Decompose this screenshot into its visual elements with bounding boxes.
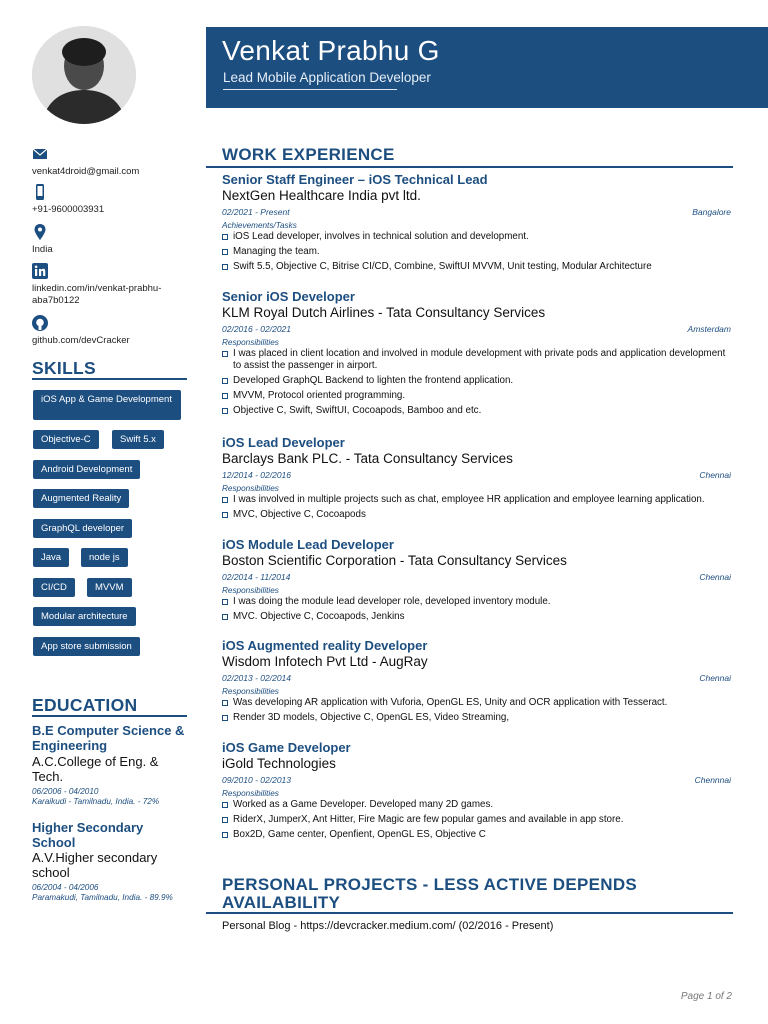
job-company: Wisdom Infotech Pvt Ltd - AugRay bbox=[222, 654, 428, 669]
skills-heading: SKILLS bbox=[32, 358, 97, 378]
skill-tag: node js bbox=[81, 548, 128, 567]
job-dates: 02/2021 - Present bbox=[222, 207, 290, 217]
skill-tag: MVVM bbox=[87, 578, 132, 597]
job-meta bbox=[222, 774, 733, 788]
bullet-item: Swift 5.5, Objective C, Bitrise CI/CD, Combine, SwiftUI MVVM, Unit testing, Modular Architecture bbox=[222, 261, 733, 273]
skill-tag: Android Development bbox=[33, 460, 140, 479]
contact-github[interactable] bbox=[32, 315, 190, 347]
bullet-item: Developed GraphQL Backend to lighten the frontend application. bbox=[222, 375, 733, 387]
job-dates: 02/2013 - 02/2014 bbox=[222, 673, 292, 683]
job-location: Amsterdam bbox=[687, 324, 731, 334]
edu-school: A.C.College of Eng. & Tech. bbox=[32, 754, 159, 784]
job-subheading: Responsibilities bbox=[222, 484, 279, 493]
job-title: iOS Augmented reality Developer bbox=[222, 638, 428, 653]
bullet-item: Was developing AR application with Vuforia, OpenGL ES, Unity and OCR application with Tesseract. bbox=[222, 697, 733, 709]
linkedin-text: linkedin.com/in/venkat-prabhu-aba7b0122 bbox=[32, 283, 162, 306]
job-location: Bangalore bbox=[692, 207, 731, 217]
bullet-item: Worked as a Game Developer. Developed many 2D games. bbox=[222, 799, 733, 811]
github-icon bbox=[32, 315, 48, 331]
skill-tag: Java bbox=[33, 548, 69, 567]
job-location: Chennnai bbox=[694, 775, 731, 785]
skill-tag: GraphQL developer bbox=[33, 519, 132, 538]
contact-location bbox=[32, 224, 190, 256]
job-subheading: Responsibilities bbox=[222, 789, 279, 798]
job-dates: 09/2010 - 02/2013 bbox=[222, 775, 292, 785]
bullet-item: Box2D, Game center, Openfient, OpenGL ES, Objective C bbox=[222, 829, 733, 841]
edu-place: Paramakudi, Tamilnadu, India. - 89.9% bbox=[32, 893, 173, 902]
linkedin-icon bbox=[32, 263, 48, 279]
skill-tag: Swift 5.x bbox=[112, 430, 164, 449]
candidate-role: Lead Mobile Application Developer bbox=[223, 70, 431, 85]
job-subheading: Responsibilities bbox=[222, 687, 279, 696]
projects-divider bbox=[206, 912, 733, 914]
job-company: Barclays Bank PLC. - Tata Consultancy Services bbox=[222, 451, 513, 466]
job-entry bbox=[222, 289, 733, 420]
bullet-item: I was placed in client location and involved in module development with private pods and application development to assist the passenger in airport. bbox=[222, 348, 733, 371]
person-photo-icon bbox=[32, 26, 136, 124]
bullet-item: I was doing the module lead developer role, developed inventory module. bbox=[222, 596, 733, 608]
education-heading: EDUCATION bbox=[32, 695, 138, 715]
job-bullets bbox=[222, 231, 733, 273]
edu-school: A.V.Higher secondary school bbox=[32, 850, 158, 880]
job-title: iOS Module Lead Developer bbox=[222, 537, 394, 552]
job-bullets bbox=[222, 799, 733, 841]
email-text: venkat4droid@gmail.com bbox=[32, 166, 140, 177]
bullet-item: MVVM, Protocol oriented programming. bbox=[222, 390, 733, 402]
job-company: NextGen Healthcare India pvt ltd. bbox=[222, 188, 421, 203]
job-title: Senior iOS Developer bbox=[222, 289, 355, 304]
bullet-item: MVC. Objective C, Cocoapods, Jenkins bbox=[222, 611, 733, 623]
phone-text: +91-9600003931 bbox=[32, 204, 105, 215]
bullet-item: Managing the team. bbox=[222, 246, 733, 258]
skill-tag: CI/CD bbox=[33, 578, 75, 597]
job-entry bbox=[222, 435, 733, 524]
job-dates: 02/2016 - 02/2021 bbox=[222, 324, 292, 334]
bullet-item: iOS Lead developer, involves in technical solution and development. bbox=[222, 231, 733, 243]
skill-tag: Modular architecture bbox=[33, 607, 136, 626]
edu-place: Karaikudi - Tamilnadu, India. - 72% bbox=[32, 797, 160, 806]
github-text: github.com/devCracker bbox=[32, 335, 130, 346]
bullet-item: Render 3D models, Objective C, OpenGL ES, Video Streaming, bbox=[222, 712, 733, 724]
project-item[interactable]: Personal Blog - https://devcracker.medium.com/ (02/2016 - Present) bbox=[222, 920, 554, 932]
location-pin-icon bbox=[32, 224, 48, 240]
skill-tag: App store submission bbox=[33, 637, 140, 656]
work-divider bbox=[206, 166, 733, 168]
job-company: KLM Royal Dutch Airlines - Tata Consultancy Services bbox=[222, 305, 546, 320]
job-meta bbox=[222, 571, 733, 585]
job-bullets bbox=[222, 697, 733, 724]
header-banner bbox=[206, 27, 768, 108]
contact-phone[interactable] bbox=[32, 184, 190, 216]
candidate-name: Venkat Prabhu G bbox=[222, 35, 440, 66]
education-divider bbox=[32, 715, 187, 717]
job-location: Chennai bbox=[699, 673, 731, 683]
job-subheading: Responsibilities bbox=[222, 586, 279, 595]
bullet-item: RiderX, JumperX, Ant Hitter, Fire Magic are few popular games and available in app store. bbox=[222, 814, 733, 826]
role-underline bbox=[223, 89, 397, 90]
contact-email[interactable] bbox=[32, 146, 190, 178]
skill-tag: iOS App & Game Development bbox=[33, 390, 181, 420]
job-dates: 12/2014 - 02/2016 bbox=[222, 470, 292, 480]
job-bullets bbox=[222, 348, 733, 417]
job-title: Senior Staff Engineer – iOS Technical Lead bbox=[222, 172, 488, 187]
avatar bbox=[32, 26, 136, 124]
job-entry bbox=[222, 638, 733, 727]
skill-tag: Objective-C bbox=[33, 430, 99, 449]
job-meta bbox=[222, 323, 733, 337]
envelope-icon bbox=[32, 146, 48, 162]
job-subheading: Achievements/Tasks bbox=[222, 221, 297, 230]
location-text: India bbox=[32, 244, 53, 255]
page-number: Page 1 of 2 bbox=[680, 991, 732, 1002]
projects-heading: PERSONAL PROJECTS - LESS ACTIVE DEPENDS AVAILABILITY bbox=[222, 875, 638, 912]
job-title: iOS Game Developer bbox=[222, 740, 351, 755]
work-heading: WORK EXPERIENCE bbox=[222, 145, 395, 164]
skills-divider bbox=[32, 378, 187, 380]
job-entry bbox=[222, 740, 733, 845]
bullet-item: MVC, Objective C, Cocoapods bbox=[222, 509, 733, 521]
job-bullets bbox=[222, 494, 733, 521]
job-title: iOS Lead Developer bbox=[222, 435, 345, 450]
edu-dates: 06/2004 - 04/2006 bbox=[32, 883, 99, 892]
job-entry bbox=[222, 172, 733, 277]
job-meta bbox=[222, 469, 733, 483]
edu-degree: Higher Secondary School bbox=[32, 820, 144, 850]
job-bullets bbox=[222, 596, 733, 623]
bullet-item: Objective C, Swift, SwiftUI, Cocoapods, Bamboo and etc. bbox=[222, 405, 733, 417]
phone-icon bbox=[32, 184, 48, 200]
job-meta bbox=[222, 206, 733, 220]
edu-degree: B.E Computer Science & Engineering bbox=[32, 723, 185, 753]
job-company: Boston Scientific Corporation - Tata Consultancy Services bbox=[222, 553, 567, 568]
bullet-item: I was involved in multiple projects such as chat, employee HR application and employee learning application. bbox=[222, 494, 733, 506]
contact-linkedin[interactable] bbox=[32, 263, 190, 307]
job-location: Chennai bbox=[699, 470, 731, 480]
edu-dates: 06/2006 - 04/2010 bbox=[32, 787, 99, 796]
job-dates: 02/2014 - 11/2014 bbox=[222, 572, 291, 582]
job-company: iGold Technologies bbox=[222, 756, 336, 771]
job-meta bbox=[222, 672, 733, 686]
job-entry bbox=[222, 537, 733, 626]
job-subheading: Responsibilities bbox=[222, 338, 279, 347]
skill-tag: Augmented Reality bbox=[33, 489, 129, 508]
job-location: Chennai bbox=[699, 572, 731, 582]
